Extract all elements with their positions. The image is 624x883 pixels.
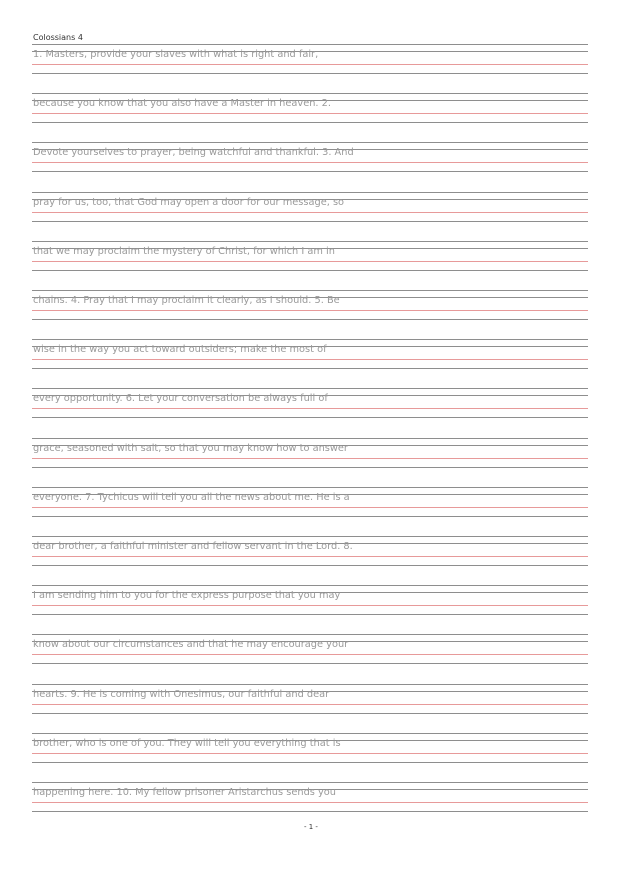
trace-text: because you know that you also have a Master in heaven. 2. bbox=[33, 98, 332, 109]
tracing-line bbox=[32, 733, 588, 763]
descender-guide-line bbox=[32, 221, 588, 222]
trace-text: that we may proclaim the mystery of Christ, for which I am in bbox=[33, 246, 335, 257]
trace-text: wise in the way you act toward outsiders; make the most of bbox=[33, 344, 327, 355]
descender-guide-line bbox=[32, 663, 588, 664]
trace-text: grace, seasoned with salt, so that you may know how to answer bbox=[33, 443, 348, 454]
trace-text: know about our circumstances and that he may encourage your bbox=[33, 639, 349, 650]
tracing-line bbox=[32, 339, 588, 369]
descender-guide-line bbox=[32, 122, 588, 123]
descender-guide-line bbox=[32, 270, 588, 271]
trace-text: brother, who is one of you. They will tell you everything that is bbox=[33, 738, 341, 749]
descender-guide-line bbox=[32, 614, 588, 615]
descender-guide-line bbox=[32, 171, 588, 172]
descender-guide-line bbox=[32, 73, 588, 74]
descender-guide-line bbox=[32, 713, 588, 714]
trace-text: happening here. 10. My fellow prisoner Aristarchus sends you bbox=[33, 787, 337, 798]
descender-guide-line bbox=[32, 516, 588, 517]
tracing-line bbox=[32, 782, 588, 812]
tracing-line bbox=[32, 585, 588, 615]
tracing-line bbox=[32, 634, 588, 664]
tracing-line bbox=[32, 241, 588, 271]
tracing-line bbox=[32, 192, 588, 222]
descender-guide-line bbox=[32, 417, 588, 418]
tracing-line bbox=[32, 487, 588, 517]
descender-guide-line bbox=[32, 762, 588, 763]
trace-text: everyone. 7. Tychicus will tell you all the news about me. He is a bbox=[33, 492, 350, 503]
trace-text: hearts. 9. He is coming with Onesimus, our faithful and dear bbox=[33, 689, 330, 700]
descender-guide-line bbox=[32, 319, 588, 320]
tracing-line bbox=[32, 684, 588, 714]
tracing-line bbox=[32, 290, 588, 320]
tracing-line bbox=[32, 142, 588, 172]
tracing-line bbox=[32, 536, 588, 566]
trace-text: 1. Masters, provide your slaves with what is right and fair, bbox=[33, 49, 319, 60]
page-title: Colossians 4 bbox=[33, 33, 83, 42]
trace-text: dear brother, a faithful minister and fellow servant in the Lord. 8. bbox=[33, 541, 353, 552]
descender-guide-line bbox=[32, 811, 588, 812]
descender-guide-line bbox=[32, 467, 588, 468]
descender-guide-line bbox=[32, 368, 588, 369]
trace-text: Devote yourselves to prayer, being watchful and thankful. 3. And bbox=[33, 147, 354, 158]
trace-text: I am sending him to you for the express purpose that you may bbox=[33, 590, 341, 601]
descender-guide-line bbox=[32, 565, 588, 566]
trace-text: chains. 4. Pray that I may proclaim it clearly, as I should. 5. Be bbox=[33, 295, 340, 306]
tracing-line bbox=[32, 388, 588, 418]
tracing-line bbox=[32, 44, 588, 74]
tracing-line bbox=[32, 438, 588, 468]
page-number: - 1 - bbox=[304, 823, 318, 831]
trace-text: every opportunity. 6. Let your conversation be always full of bbox=[33, 393, 328, 404]
trace-text: pray for us, too, that God may open a door for our message, so bbox=[33, 197, 345, 208]
tracing-line bbox=[32, 93, 588, 123]
